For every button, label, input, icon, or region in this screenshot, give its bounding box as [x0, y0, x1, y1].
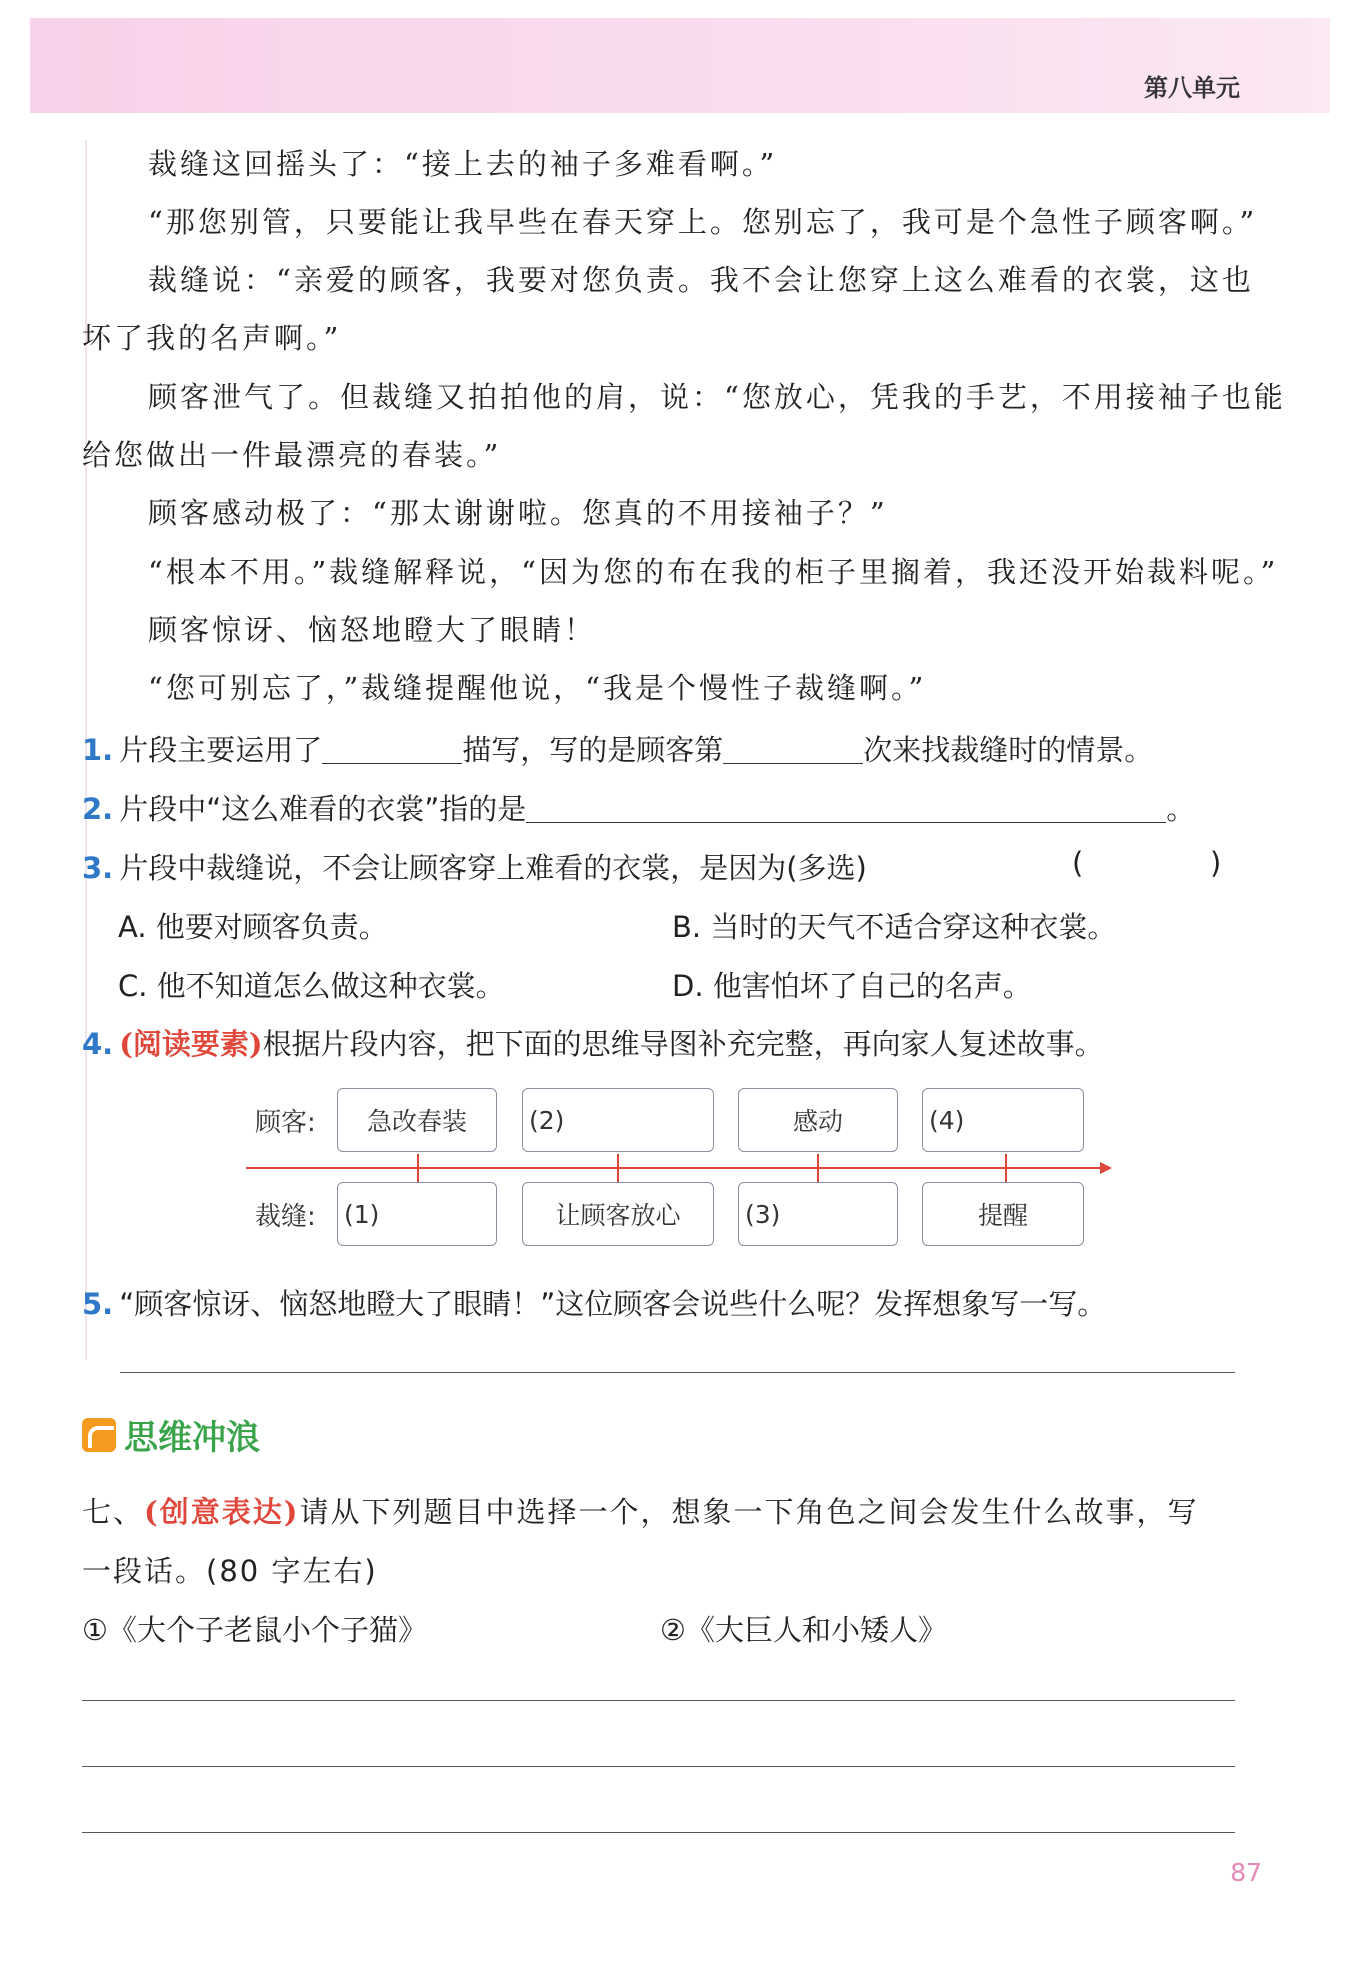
question-number: 1. — [82, 733, 114, 767]
passage-line-3: 裁缝说：“亲爱的顾客，我要对您负责。我不会让您穿上这么难看的衣裳，这也 — [148, 263, 1254, 297]
passage-line-4: 坏了我的名声啊。” — [82, 321, 342, 355]
topic-2[interactable]: ②《大巨人和小矮人》 — [660, 1613, 947, 1647]
answer-paren-right: ) — [1210, 846, 1222, 880]
topic-1[interactable]: ①《大个子老鼠小个子猫》 — [82, 1613, 427, 1647]
question-number: 2. — [82, 792, 114, 826]
writing-line-1[interactable] — [82, 1700, 1235, 1701]
passage-line-2: “那您别管，只要能让我早些在春天穿上。您别忘了，我可是个急性子顾客啊。” — [148, 205, 1258, 239]
mindmap-customer-box-4[interactable]: (4) — [922, 1088, 1084, 1152]
option-a[interactable]: A. 他要对顾客负责。 — [118, 910, 388, 944]
question-number: 3. — [82, 851, 114, 885]
question-tag: (阅读要素) — [119, 1027, 263, 1061]
mindmap-tailor-label: 裁缝: — [255, 1202, 316, 1232]
unit-label: 第八单元 — [1144, 74, 1240, 102]
passage-line-1: 裁缝这回摇头了：“接上去的袖子多难看啊。” — [148, 147, 778, 181]
question-5: 5. “顾客惊讶、恼怒地瞪大了眼睛！”这位顾客会说些什么呢？发挥想象写一写。 — [82, 1287, 1107, 1321]
mindmap-customer-box-2[interactable]: (2) — [522, 1088, 714, 1152]
answer-paren-left: ( — [1072, 846, 1084, 880]
question-number: 4. — [82, 1027, 114, 1061]
mindmap-tailor-box-3[interactable]: (3) — [738, 1182, 898, 1246]
timeline-arrow-head — [1100, 1162, 1112, 1174]
section-title: 思维冲浪 — [82, 1410, 260, 1459]
question-7-line-2: 一段话。(80 字左右) — [82, 1554, 378, 1588]
answer-blank[interactable] — [526, 794, 1166, 823]
mindmap-customer-box-1: 急改春装 — [337, 1088, 497, 1152]
question-1: 1. 片段主要运用了 描写，写的是顾客第 次来找裁缝时的情景。 — [82, 733, 1154, 767]
answer-blank[interactable] — [322, 735, 462, 764]
passage-line-8: “根本不用。”裁缝解释说，“因为您的布在我的柜子里搁着，我还没开始裁料呢。” — [148, 555, 1279, 589]
answer-line[interactable] — [120, 1372, 1235, 1373]
mindmap-customer-label: 顾客: — [255, 1108, 316, 1138]
question-4: 4. (阅读要素)根据片段内容，把下面的思维导图补充完整，再向家人复述故事。 — [82, 1027, 1104, 1061]
writing-line-2[interactable] — [82, 1766, 1235, 1767]
passage-line-7: 顾客感动极了：“那太谢谢啦。您真的不用接袖子？” — [148, 496, 888, 530]
mindmap-tailor-box-4: 提醒 — [922, 1182, 1084, 1246]
writing-line-3[interactable] — [82, 1832, 1235, 1833]
passage-line-10: “您可别忘了，”裁缝提醒他说，“我是个慢性子裁缝啊。” — [148, 671, 927, 705]
mindmap-customer-box-3: 感动 — [738, 1088, 898, 1152]
option-b[interactable]: B. 当时的天气不适合穿这种衣裳。 — [672, 910, 1117, 944]
passage-line-9: 顾客惊讶、恼怒地瞪大了眼睛！ — [148, 613, 597, 647]
answer-blank[interactable] — [723, 735, 863, 764]
surf-wave-icon — [82, 1418, 116, 1452]
page-header-band — [30, 18, 1330, 113]
option-c[interactable]: C. 他不知道怎么做这种衣裳。 — [118, 969, 505, 1003]
passage-line-6: 给您做出一件最漂亮的春装。” — [82, 438, 502, 472]
question-3: 3. 片段中裁缝说，不会让顾客穿上难看的衣裳，是因为(多选) — [82, 851, 867, 885]
question-tag: (创意表达) — [144, 1495, 300, 1529]
page-number: 87 — [1230, 1858, 1262, 1887]
mindmap-tailor-box-1[interactable]: (1) — [337, 1182, 497, 1246]
passage-line-5: 顾客泄气了。但裁缝又拍拍他的肩，说：“您放心，凭我的手艺，不用接袖子也能 — [148, 380, 1286, 414]
mindmap-tailor-box-2: 让顾客放心 — [522, 1182, 714, 1246]
question-number: 5. — [82, 1287, 114, 1321]
question-2: 2. 片段中“这么难看的衣裳”指的是 。 — [82, 792, 1196, 826]
option-d[interactable]: D. 他害怕坏了自己的名声。 — [672, 969, 1032, 1003]
question-7: 七、(创意表达)请从下列题目中选择一个，想象一下角色之间会发生什么故事，写 — [82, 1495, 1199, 1529]
